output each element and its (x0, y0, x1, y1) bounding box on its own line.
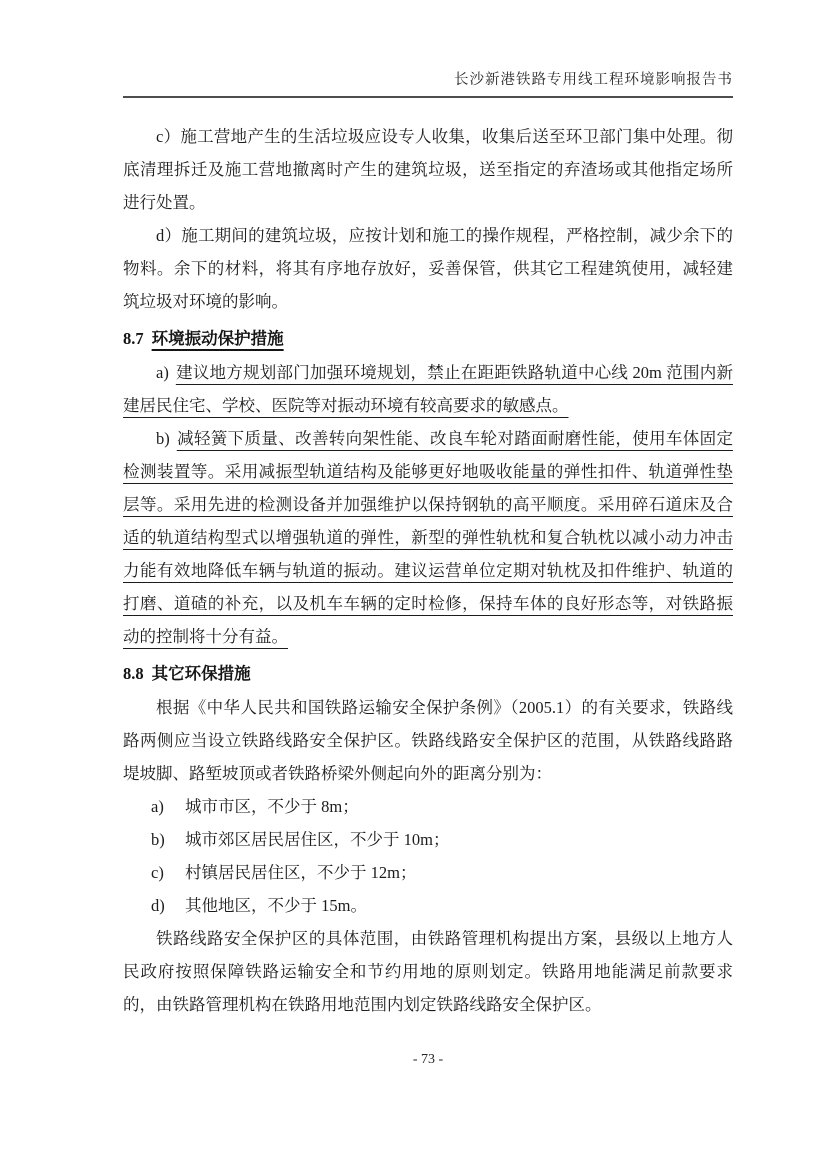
vibration-measure-a-text: 建议地方规划部门加强环境规划，禁止在距距铁路轨道中心线 20m 范围内新建居民住宅、学校、医院等对振动环境有较高要求的敏感点。 (123, 363, 733, 415)
list-item-other-text: 其他地区，不少于 15m。 (185, 896, 367, 915)
list-item-suburb-text: 城市郊区居民居住区，不少于 10m； (185, 830, 450, 849)
item-marker-d: d） (156, 226, 182, 245)
list-item-village-text: 村镇居民居住区，不少于 12m； (185, 863, 417, 882)
item-marker-a: a) (156, 363, 169, 382)
list-marker-d: d) (151, 896, 165, 915)
vibration-measure-a (123, 356, 733, 422)
list-marker-a: a) (151, 797, 164, 816)
safety-zone-intro (123, 691, 733, 790)
report-title: 长沙新港铁路专用线工程环境影响报告书 (454, 72, 733, 88)
safety-zone-closing (123, 922, 733, 1021)
safety-zone-closing-text: 铁路线路安全保护区的具体范围，由铁路管理机构提出方案，县级以上地方人民政府按照保障铁路运输安全和节约用地的原则划定。铁路用地能满足前款要求的，由铁路管理机构在铁路用地范围内划定铁路线路安全保护区。 (123, 929, 733, 1014)
item-marker-c: c） (156, 127, 181, 146)
list-marker-b: b) (151, 830, 165, 849)
page-number: - 73 - (412, 1052, 444, 1067)
section-number-8-7: 8.7 (123, 329, 144, 348)
item-marker-b: b) (156, 429, 170, 448)
section-number-8-8: 8.8 (123, 664, 144, 683)
page-header (123, 68, 733, 98)
section-heading-8-8 (123, 657, 733, 691)
paragraph-c-text: 施工营地产生的生活垃圾应设专人收集，收集后送至环卫部门集中处理。彻底清理拆迁及施工营地撤离时产生的建筑垃圾，送至指定的弃渣场或其他指定场所进行处置。 (123, 127, 734, 212)
paragraph-d-construction-waste (123, 219, 733, 318)
page-footer (123, 1052, 733, 1068)
content-column (123, 0, 733, 1021)
vibration-measure-b (123, 422, 733, 653)
safety-zone-intro-text: 根据《中华人民共和国铁路运输安全保护条例》（2005.1）的有关要求，铁路线路两侧应当设立铁路线路安全保护区。铁路线路安全保护区的范围，从铁路线路路堤坡脚、路堑坡顶或者铁路桥梁外侧起向外的距离分别为： (123, 698, 733, 783)
list-item-urban-text: 城市市区，不少于 8m； (185, 797, 359, 816)
paragraph-c-construction-waste (123, 120, 733, 219)
paragraph-d-text: 施工期间的建筑垃圾，应按计划和施工的操作规程，严格控制，减少余下的物料。余下的材料，将其有序地存放好，妥善保管，供其它工程建筑使用，减轻建筑垃圾对环境的影响。 (123, 226, 734, 311)
list-item-village (151, 856, 733, 889)
section-heading-8-7 (123, 322, 733, 356)
list-marker-c: c) (151, 863, 164, 882)
section-title-8-7: 环境振动保护措施 (151, 330, 284, 348)
document-body (123, 98, 733, 1021)
vibration-measure-b-text: 减轻簧下质量、改善转向架性能、改良车轮对踏面耐磨性能，使用车体固定检测装置等。采用减振型轨道结构及能够更好地吸收能量的弹性扣件、轨道弹性垫层等。采用先进的检测设备并加强维护以保持钢轨的高平顺度。采用碎石道床及合适的轨道结构型式以增强轨道的弹性，新型的弹性轨枕和复合轨枕以减小动力冲击力能有效地降低车辆与轨道的振动。建议运营单位定期对轨枕及扣件维护、轨道的打磨、道碴的补充，以及机车车辆的定时检修，保持车体的良好形态等，对铁路振动的控制将十分有益。 (123, 429, 733, 646)
section-title-8-8: 其它环保措施 (151, 665, 251, 683)
list-item-suburb (151, 823, 733, 856)
list-item-urban (151, 790, 733, 823)
list-item-other (151, 889, 733, 922)
